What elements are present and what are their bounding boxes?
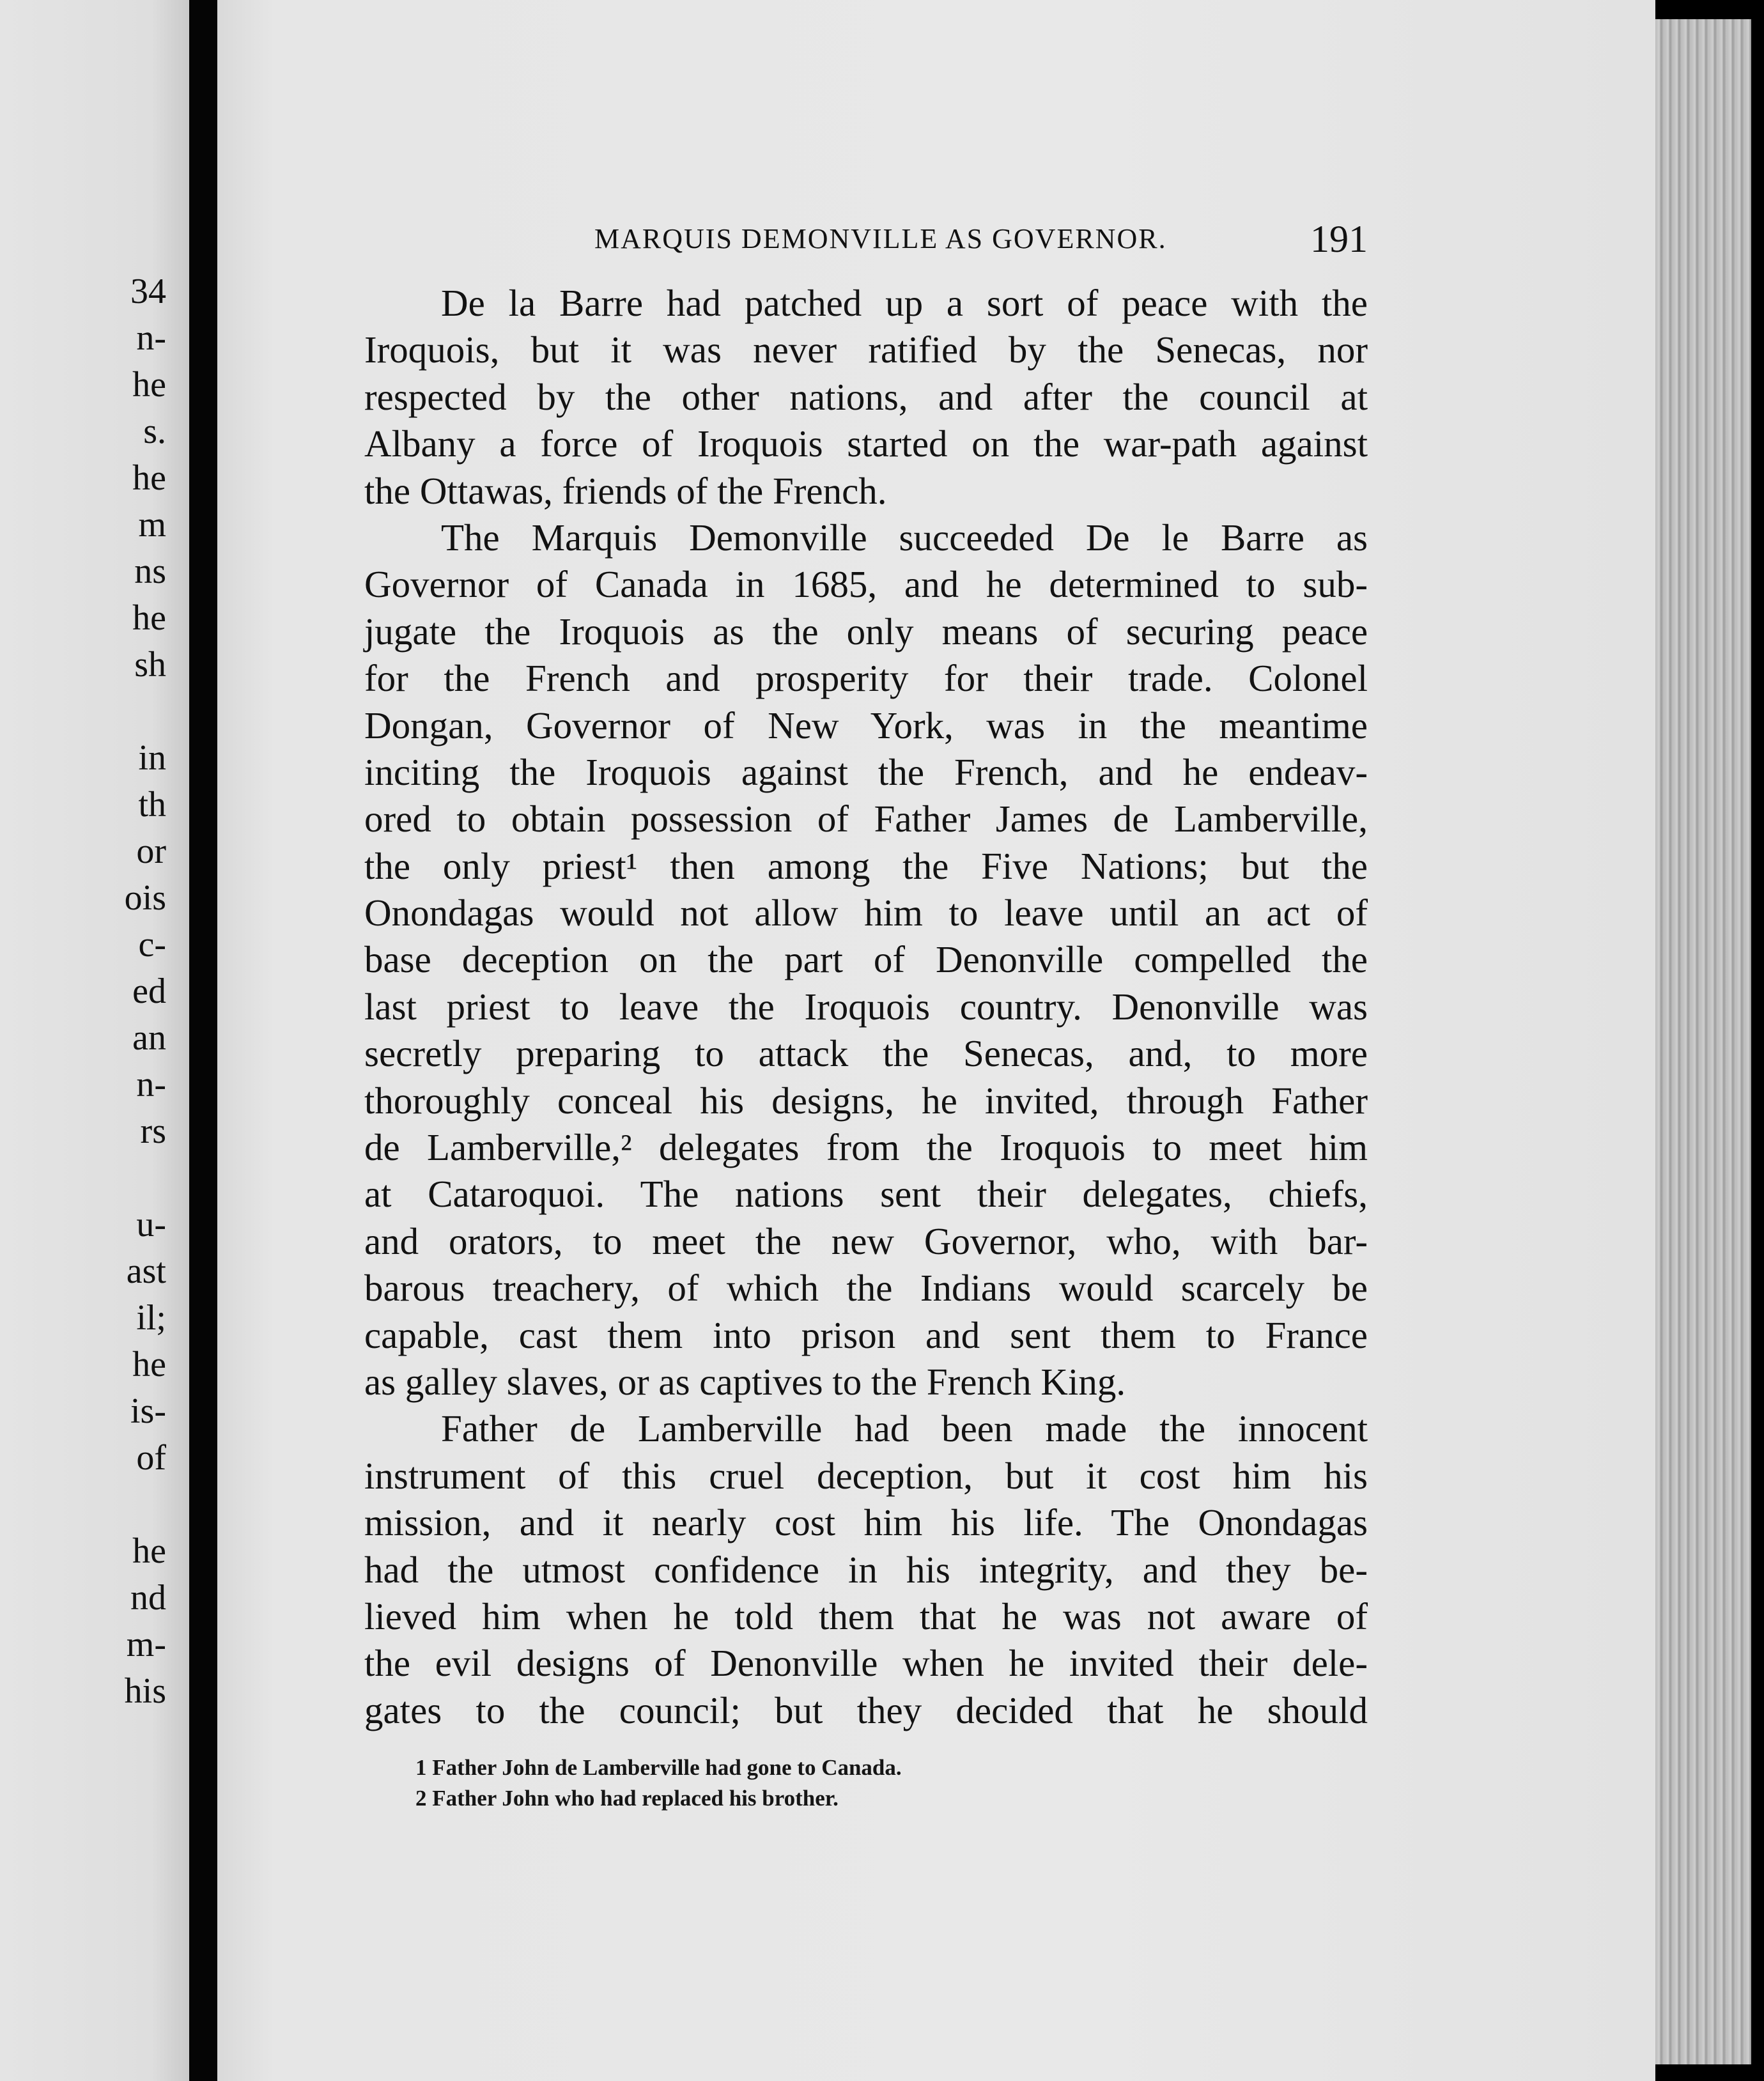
left-fragment: sh bbox=[134, 645, 166, 685]
left-fragment: is- bbox=[130, 1391, 166, 1431]
left-fragment: or bbox=[136, 832, 166, 871]
left-fragment: il; bbox=[136, 1298, 166, 1338]
text-line: ored to obtain possession of Father James de Lamberville, bbox=[364, 798, 1368, 840]
left-fragment: c- bbox=[138, 925, 166, 964]
left-page bbox=[0, 0, 189, 2081]
left-fragment: he bbox=[132, 598, 166, 638]
left-fragment: th bbox=[138, 785, 166, 824]
text-line: the Ottawas, friends of the French. bbox=[364, 469, 887, 512]
page-edges bbox=[1655, 19, 1751, 2064]
left-fragment: an bbox=[132, 1018, 166, 1058]
text-line: secretly preparing to attack the Senecas, and, to more bbox=[364, 1032, 1368, 1075]
text-line: respected by the other nations, and after the council at bbox=[364, 375, 1368, 418]
text-line: The Marquis Demonville succeeded De le Barre as bbox=[441, 516, 1368, 559]
running-head: MARQUIS DEMONVILLE AS GOVERNOR. bbox=[594, 223, 1167, 254]
page-number: 191 bbox=[1310, 218, 1368, 260]
text-line: as galley slaves, or as captives to the French King. bbox=[364, 1360, 1126, 1403]
text-line: gates to the council; but they decided that he should bbox=[364, 1689, 1368, 1731]
text-line: thoroughly conceal his designs, he invited, through Father bbox=[364, 1079, 1368, 1122]
left-fragment: ns bbox=[134, 552, 166, 591]
text-line: the only priest¹ then among the Five Nations; but the bbox=[364, 844, 1368, 887]
left-fragment: n- bbox=[136, 1065, 166, 1104]
footnote: 2 Father John who had replaced his brother. bbox=[415, 1786, 839, 1811]
text-line: inciting the Iroquois against the French, and he endeav- bbox=[364, 750, 1368, 793]
left-fragment bbox=[0, 688, 166, 735]
left-fragment: he bbox=[132, 458, 166, 498]
text-line: jugate the Iroquois as the only means of securing peace bbox=[364, 610, 1368, 653]
text-line: lieved him when he told them that he was not aware of bbox=[364, 1595, 1368, 1637]
text-line: Dongan, Governor of New York, was in the meantime bbox=[364, 704, 1368, 747]
left-fragment: ast bbox=[126, 1251, 166, 1291]
left-fragment: of bbox=[136, 1438, 166, 1478]
text-line: Onondagas would not allow him to leave until an act of bbox=[364, 892, 1368, 934]
text-line: mission, and it nearly cost him his life. The Onondagas bbox=[364, 1501, 1368, 1544]
footnotes bbox=[415, 1752, 1246, 1814]
body-text bbox=[364, 280, 1368, 1734]
text-line: barous treachery, of which the Indians would scarcely be bbox=[364, 1267, 1368, 1310]
footnote: 1 Father John de Lamberville had gone to Canada. bbox=[415, 1755, 902, 1780]
text-line: de Lamberville,² delegates from the Iroquois to meet him bbox=[364, 1126, 1368, 1169]
text-line: the evil designs of Denonville when he invited their dele- bbox=[364, 1642, 1368, 1685]
text-line: capable, cast them into prison and sent them to France bbox=[364, 1313, 1368, 1356]
text-line: and orators, to meet the new Governor, who, with bar- bbox=[364, 1219, 1368, 1262]
left-fragment: ois bbox=[124, 878, 166, 918]
left-fragment: u- bbox=[136, 1205, 166, 1244]
text-line: base deception on the part of Denonville compelled the bbox=[364, 938, 1368, 981]
text-line: Governor of Canada in 1685, and he determined to sub- bbox=[364, 563, 1368, 606]
left-fragment: he bbox=[132, 1531, 166, 1571]
text-line: Father de Lamberville had been made the innocent bbox=[441, 1407, 1368, 1450]
text-line: for the French and prosperity for their trade. Colonel bbox=[364, 657, 1368, 700]
left-fragment: m- bbox=[126, 1625, 166, 1664]
left-fragment: m bbox=[138, 505, 166, 545]
text-line: had the utmost confidence in his integrity, and they be- bbox=[364, 1548, 1368, 1591]
text-line: Albany a force of Iroquois started on the war-path against bbox=[364, 422, 1368, 465]
left-fragment bbox=[0, 1155, 166, 1202]
left-fragment: nd bbox=[130, 1578, 166, 1618]
left-fragment: 34 bbox=[130, 272, 166, 311]
text-line: De la Barre had patched up a sort of peace with the bbox=[441, 282, 1368, 324]
text-line: at Cataroquoi. The nations sent their delegates, chiefs, bbox=[364, 1173, 1368, 1216]
text-line: instrument of this cruel deception, but it cost him his bbox=[364, 1454, 1368, 1497]
left-fragment: his bbox=[124, 1671, 166, 1711]
left-fragment: in bbox=[138, 738, 166, 778]
text-line: last priest to leave the Iroquois country. Denonville was bbox=[364, 985, 1368, 1028]
left-fragment: s. bbox=[143, 412, 166, 451]
left-fragment bbox=[0, 1481, 166, 1528]
text-line: Iroquois, but it was never ratified by the Senecas, nor bbox=[364, 329, 1368, 371]
book-gutter bbox=[189, 0, 217, 2081]
left-fragment: ed bbox=[132, 971, 166, 1011]
left-page-text-fragments bbox=[0, 268, 166, 1715]
left-fragment: he bbox=[132, 365, 166, 405]
left-fragment: rs bbox=[140, 1111, 166, 1151]
left-fragment: n- bbox=[136, 318, 166, 358]
left-fragment: he bbox=[132, 1345, 166, 1384]
